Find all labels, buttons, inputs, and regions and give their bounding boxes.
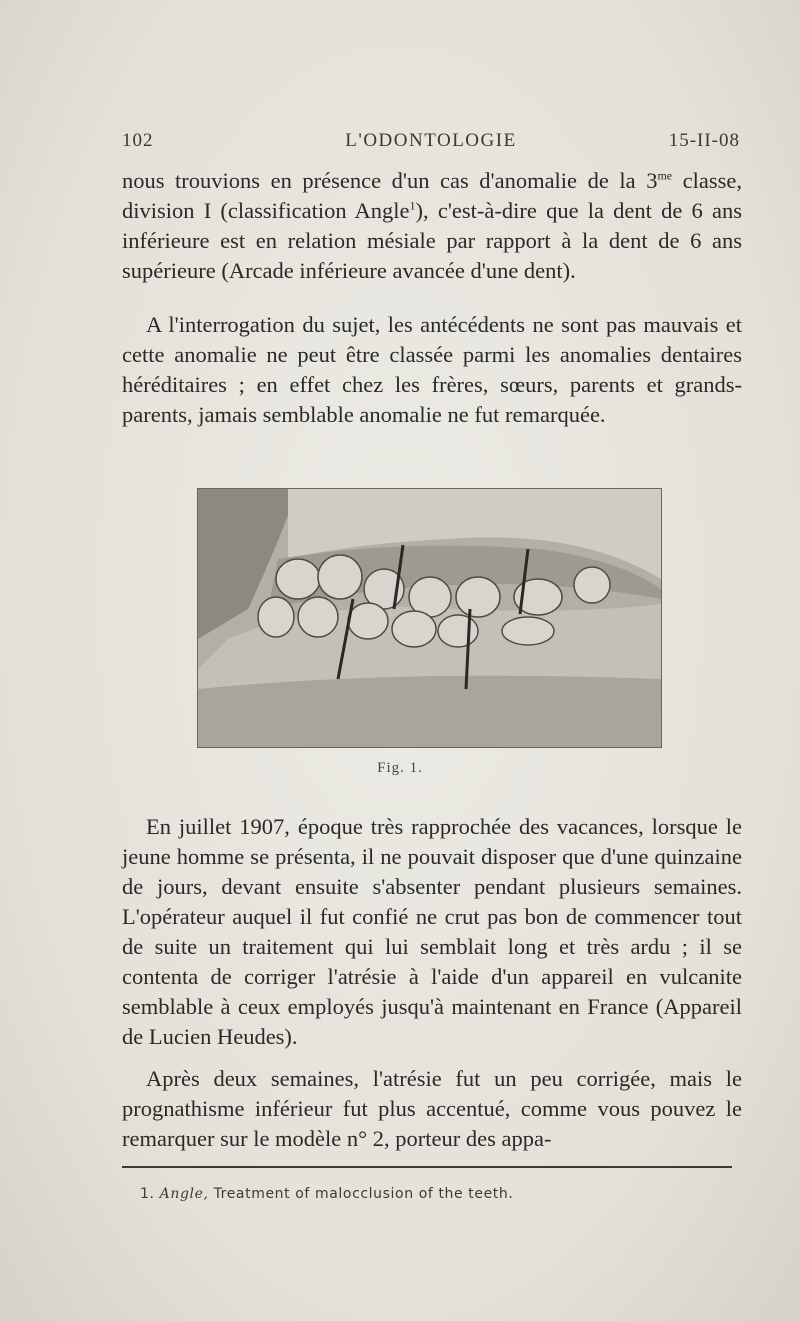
paragraph-3-text: En juillet 1907, époque très rapprochée des vacances, lorsque le jeune homme se présenta, il ne pouvait disposer que d'une quinzaine de jours, devant ensuite s'absenter pendant plusieurs semaines. L'opérateur auquel il fut confié ne crut pas bon de commencer tout de suite un traitement qui lui semblait long et très ardu ; il se contenta de corriger l'atrésie à l'aide d'un appareil en vulcanite semblable à ceux employés jusqu'à maintenant en France (Appareil de Lucien Heudes). bbox=[122, 814, 742, 1049]
paragraph-2-text: A l'interrogation du sujet, les antécédents ne sont pas mauvais et cette anomalie ne peut être classée parmi les anomalies dentaires héréditaires ; en effet chez les frères, sœurs, parents et grands-parents, jamais semblable anomalie ne fut remarquée. bbox=[122, 312, 742, 427]
footnote-divider bbox=[122, 1166, 732, 1168]
paragraph-1-line-1: nous trouvions en présence d'un cas d'anomalie de la bbox=[122, 168, 636, 193]
footnote bbox=[140, 1186, 513, 1202]
footnote-reference: 1 bbox=[409, 198, 416, 213]
footnote-marker: 1. bbox=[140, 1186, 155, 1202]
paragraph-2 bbox=[122, 310, 742, 430]
paragraph-1-line-2b: ), c'est-à-dire bbox=[415, 198, 537, 223]
figure-caption: Fig. 1. bbox=[377, 760, 423, 776]
dental-cast-photo bbox=[197, 488, 662, 748]
ordinal-number: 3 bbox=[646, 168, 658, 193]
issue-date: 15-II-08 bbox=[668, 130, 740, 151]
paragraph-1 bbox=[122, 166, 742, 286]
ordinal-suffix: me bbox=[657, 168, 673, 183]
paragraph-4 bbox=[122, 1064, 742, 1154]
paragraph-4-text: Après deux semaines, l'atrésie fut un peu corrigée, mais le prognathisme inférieur fut plus accentué, comme vous pouvez le remarquer sur le modèle n° 2, porteur des appa- bbox=[122, 1066, 742, 1151]
running-header bbox=[122, 130, 740, 160]
paragraph-1-line-2a: classe, division I (classification Angle bbox=[122, 168, 743, 223]
journal-title: L'ODONTOLOGIE bbox=[345, 130, 517, 151]
paragraph-3 bbox=[122, 812, 742, 1052]
footnote-author: Angle, bbox=[159, 1186, 209, 1202]
footnote-text: Treatment of malocclusion of the teeth. bbox=[208, 1186, 514, 1202]
dental-model-illustration bbox=[198, 489, 661, 747]
paragraph-1-rest: que la dent de 6 ans inférieure est en relation mésiale par rapport à la dent de 6 ans supérieure (Arcade inférieure avancée d'une dent). bbox=[122, 198, 742, 283]
page-number: 102 bbox=[122, 130, 154, 151]
